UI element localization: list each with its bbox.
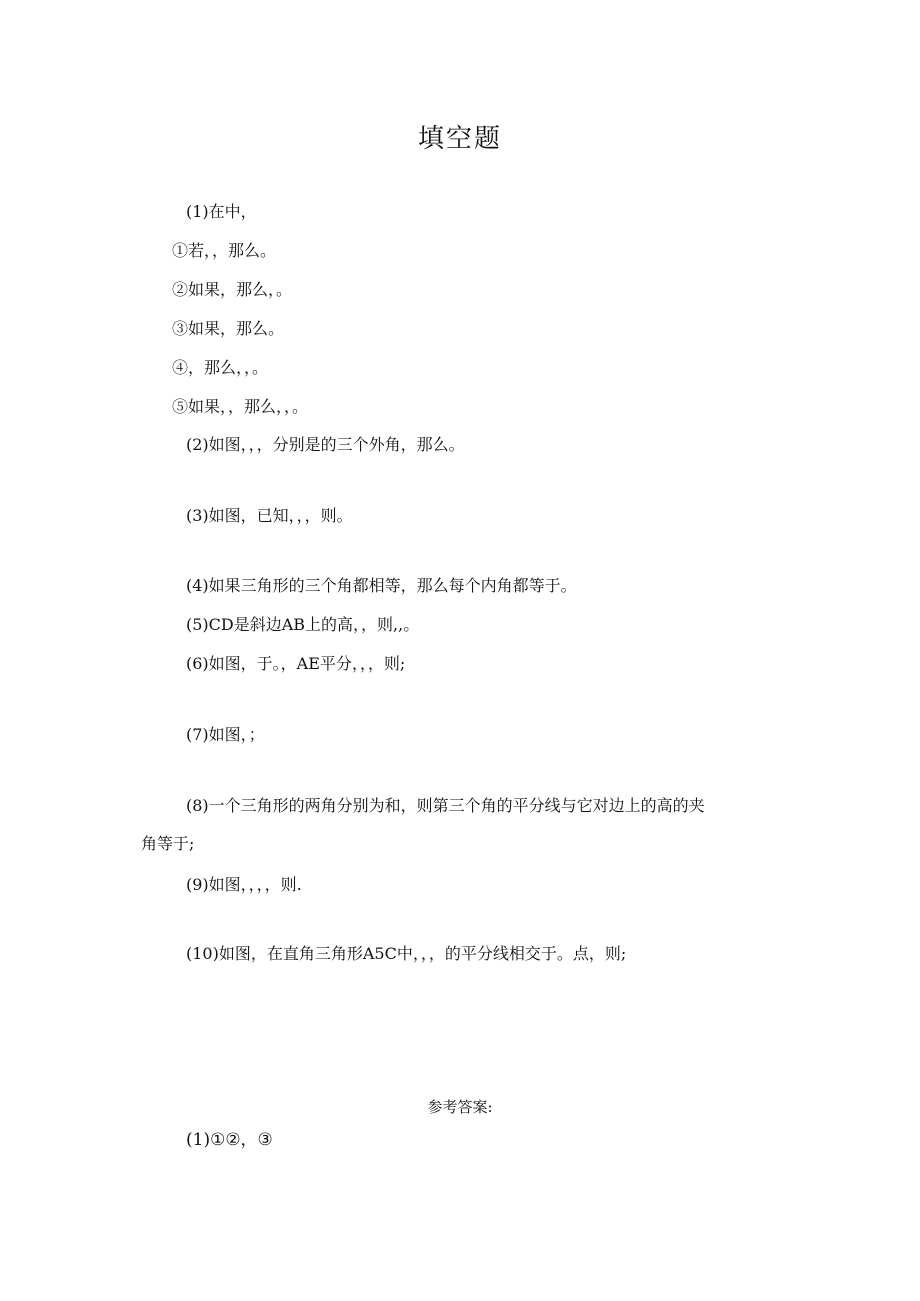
question-line: (8)一个三角形的两角分别为和，则第三个角的平分线与它对边上的高的夹 [186, 796, 705, 815]
question-line: (2)如图，，，分别是的三个外角，那么。 [186, 435, 465, 454]
question-line: (9)如图，，，，则. [186, 875, 302, 894]
question-line: ②如果，那么，。 [172, 280, 293, 299]
question-line: ①若，，那么。 [172, 241, 277, 260]
question-line-continuation: 角等于; [141, 834, 195, 853]
question-line: (1)在中， [186, 202, 257, 221]
page-title: 填空题 [417, 124, 502, 154]
question-line: (6)如图，于。，AE平分，，，则; [186, 654, 406, 673]
question-line: ⑤如果，，那么，，。 [172, 397, 309, 416]
question-line: ④，那么，，。 [172, 358, 269, 377]
question-line: (4)如果三角形的三个角都相等，那么每个内角都等于。 [186, 576, 577, 595]
question-line: (5)CD是斜边AB上的高，，则,,。 [186, 615, 420, 634]
answer-line: (1)①②，③ [186, 1130, 273, 1150]
answers-heading: 参考答案: [427, 1098, 493, 1116]
question-line: (3)如图，已知，，，则。 [186, 506, 353, 525]
question-line: ③如果，那么。 [172, 319, 285, 338]
question-line: (7)如图，； [186, 725, 265, 744]
question-line: (10)如图，在直角三角形A5C中，，，的平分线相交于。点，则; [186, 944, 627, 963]
